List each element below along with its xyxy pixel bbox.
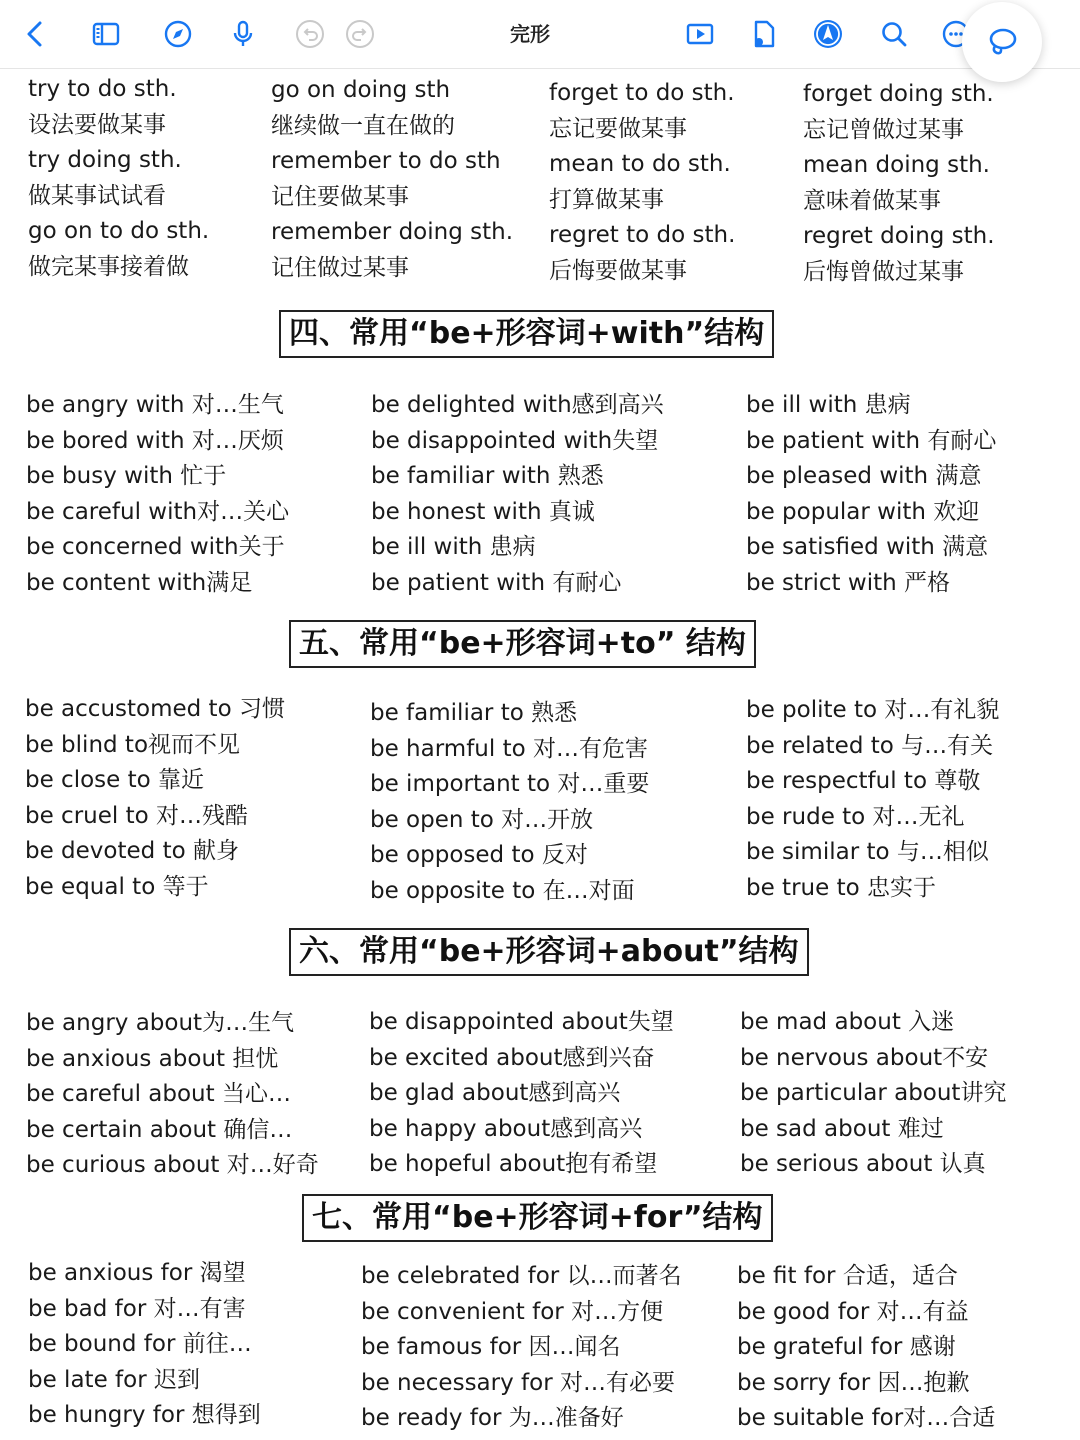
with-column-1 [26,388,289,602]
verb-line: remember to do sth [271,148,501,175]
microphone-icon[interactable] [223,14,263,54]
document-page [0,68,1080,1440]
verb-line: try to do sth. [28,76,177,102]
section-title-about: 六、常用“be+形容词+about”结构 [289,928,809,976]
phrase-line: be serious about 认真 [740,1151,986,1178]
search-icon[interactable] [874,14,914,54]
for-column-3 [737,1259,995,1437]
phrase-line: be devoted to 献身 [25,838,239,865]
phrase-line: be famous for 因…闻名 [361,1334,621,1361]
to-column-3 [746,693,999,907]
verb-line: 记住要做某事 [271,183,409,210]
phrase-line: be grateful for 感谢 [737,1334,956,1361]
phrase-line: be ill with 患病 [371,534,536,561]
phrase-line: be angry with 对…生气 [26,392,284,418]
verb-line: 做某事试试看 [28,182,166,209]
verb-line: 后悔要做某事 [549,257,687,284]
verb-line: regret to do sth. [549,222,736,249]
phrase-line: be polite to 对…有礼貌 [746,697,1000,723]
phrase-line: be curious about 对…好奇 [26,1152,319,1179]
phrase-line: be sad about 难过 [740,1115,944,1142]
phrase-line: be particular about讲究 [740,1080,1007,1107]
phrase-line: be pleased with 满意 [746,463,982,490]
verbs-column-2 [271,73,513,287]
verbs-column-3 [549,76,735,290]
phrase-line: be patient with 有耐心 [371,569,622,596]
verb-line: 忘记曾做过某事 [803,116,964,143]
section-title-with: 四、常用“be+形容词+with”结构 [279,310,774,358]
phrase-line: be equal to 等于 [25,873,209,900]
phrase-line: be busy with 忙于 [26,463,227,490]
with-column-3 [746,388,996,602]
phrase-line: be popular with 欢迎 [746,498,980,525]
phrase-line: be ill with 患病 [746,392,911,418]
verbs-column-1 [28,72,209,286]
about-column-1 [26,1006,319,1184]
phrase-line: be familiar to 熟悉 [370,700,578,726]
phrase-line: be rude to 对…无礼 [746,803,965,830]
phrase-line: be similar to 与…相似 [746,839,989,866]
verb-line: mean doing sth. [803,152,990,179]
phrase-line: be opposed to 反对 [370,842,588,869]
phrase-line: be satisfied with 满意 [746,534,989,561]
phrase-line: be open to 对…开放 [370,806,594,833]
phrase-line: be harmful to 对…有危害 [370,735,648,762]
verb-line: forget doing sth. [803,81,994,107]
to-column-2 [370,696,649,910]
present-icon[interactable] [680,14,720,54]
about-column-3 [740,1005,1006,1183]
about-column-2 [369,1005,674,1183]
verb-line: regret doing sth. [803,223,995,250]
undo-icon[interactable] [290,14,330,54]
phrase-line: be convenient for 对…方便 [361,1298,664,1325]
verb-line: 做完某事接着做 [28,253,189,280]
phrase-line: be respectful to 尊敬 [746,768,981,795]
phrase-line: be certain about 确信… [26,1116,293,1143]
phrase-line: be careful about 当心… [26,1081,291,1108]
phrase-line: be strict with 严格 [746,569,950,596]
document-title: 完形 [510,22,550,46]
phrase-line: be accustomed to 习惯 [25,696,285,722]
section-title-to: 五、常用“be+形容词+to” 结构 [289,620,756,668]
phrase-line: be hungry for 想得到 [28,1402,261,1429]
verb-line: 忘记要做某事 [549,115,687,142]
toolbar [0,0,1080,69]
verb-line: 继续做一直在做的 [271,112,455,139]
phrase-line: be nervous about不安 [740,1044,989,1071]
for-column-1 [28,1256,261,1434]
phrase-line: be close to 靠近 [25,767,205,794]
pen-icon[interactable] [808,14,848,54]
phrase-line: be ready for 为…准备好 [361,1405,624,1432]
verb-line: 记住做过某事 [271,254,409,281]
sidebar-icon[interactable] [86,14,126,54]
phrase-line: be celebrated for 以…而著名 [361,1263,682,1289]
verb-line: try doing sth. [28,147,182,174]
verb-line: go on doing sth [271,77,451,103]
phrase-line: be blind to视而不见 [25,731,241,758]
phrase-line: be disappointed about失望 [369,1009,674,1035]
phrase-line: be bound for 前往… [28,1331,252,1358]
phrase-line: be content with满足 [26,569,253,596]
verb-line: remember doing sth. [271,219,514,246]
phrase-line: be honest with 真诚 [371,498,595,525]
lasso-icon [985,25,1019,59]
to-column-1 [25,692,285,906]
phrase-line: be good for 对…有益 [737,1298,969,1325]
phrase-line: be mad about 入迷 [740,1009,955,1035]
phrase-line: be important to 对…重要 [370,771,650,798]
phrase-line: be cruel to 对…残酷 [25,802,248,829]
phrase-line: be concerned with关于 [26,534,285,561]
phrase-line: be fit for 合适，适合 [737,1263,958,1289]
back-chevron-icon[interactable] [16,14,56,54]
phrase-line: be happy about感到高兴 [369,1115,643,1142]
document-icon[interactable] [744,14,784,54]
verb-line: 意味着做某事 [803,187,941,214]
phrase-line: be related to 与…有关 [746,732,994,759]
verb-line: 打算做某事 [549,186,664,213]
phrase-line: be excited about感到兴奋 [369,1044,655,1071]
verb-line: go on to do sth. [28,218,210,245]
verbs-column-4 [803,77,995,291]
phrase-line: be bad for 对…有害 [28,1295,246,1322]
phrase-line: be necessary for 对…有必要 [361,1369,675,1396]
for-column-2 [361,1259,682,1437]
phrase-line: be patient with 有耐心 [746,427,997,454]
phrase-line: be disappointed with失望 [371,427,659,454]
verb-line: 设法要做某事 [28,111,166,138]
phrase-line: be angry about为…生气 [26,1010,295,1036]
phrase-line: be anxious about 担忧 [26,1045,279,1072]
compass-icon[interactable] [158,14,198,54]
verb-line: 后悔曾做过某事 [803,258,964,285]
verb-line: mean to do sth. [549,151,731,178]
phrase-line: be glad about感到高兴 [369,1080,621,1107]
with-column-2 [371,388,664,602]
redo-icon[interactable] [340,14,380,54]
phrase-line: be true to 忠实于 [746,874,936,901]
phrase-line: be bored with 对…厌烦 [26,427,284,454]
phrase-line: be hopeful about抱有希望 [369,1151,658,1178]
phrase-line: be anxious for 渴望 [28,1260,246,1286]
phrase-line: be late for 迟到 [28,1366,200,1393]
phrase-line: be careful with对…关心 [26,498,290,525]
phrase-line: be opposite to 在…对面 [370,877,635,904]
verb-line: forget to do sth. [549,80,735,106]
phrase-line: be suitable for对…合适 [737,1405,996,1432]
phrase-line: be sorry for 因…抱歉 [737,1369,970,1396]
phrase-line: be delighted with感到高兴 [371,392,664,418]
section-title-for: 七、常用“be+形容词+for”结构 [302,1194,773,1242]
phrase-line: be familiar with 熟悉 [371,463,604,490]
